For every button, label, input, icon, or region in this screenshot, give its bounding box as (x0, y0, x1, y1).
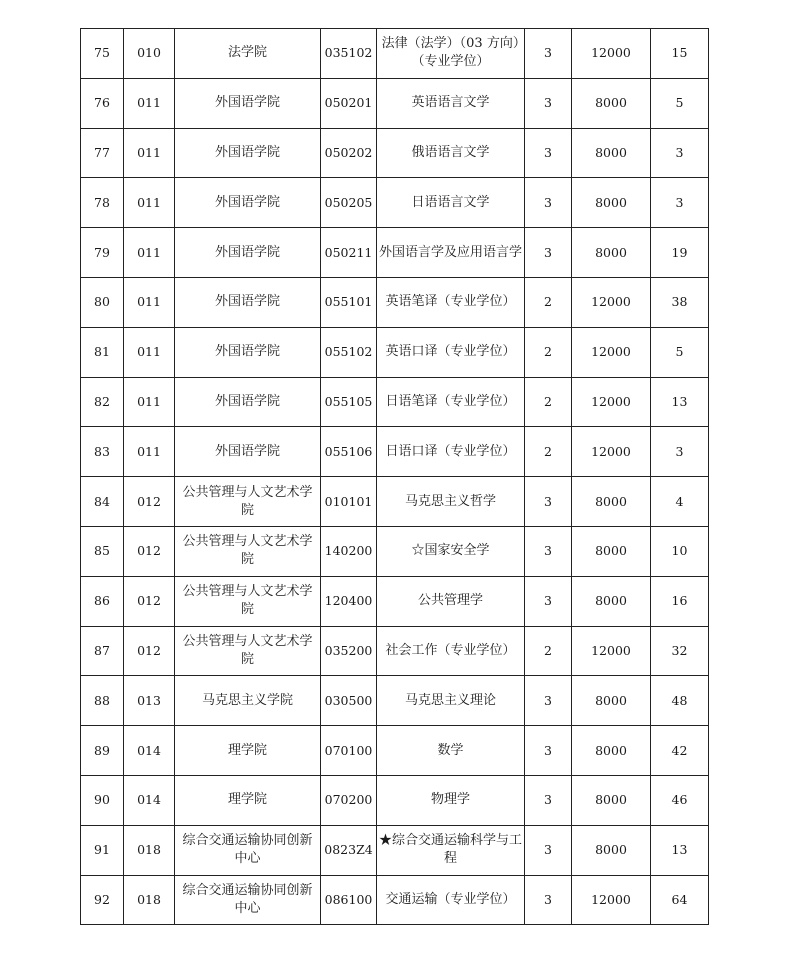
table-row (81, 327, 709, 377)
table-row (81, 377, 709, 427)
major-code-cell: 050211 (321, 228, 377, 278)
major-name-cell: 英语口译（专业学位） (377, 327, 525, 377)
row-number-cell: 80 (81, 277, 124, 327)
tuition-fee-cell: 8000 (572, 178, 651, 228)
department-name-cell: 综合交通运输协同创新中心 (175, 825, 321, 875)
department-code-cell: 011 (124, 377, 175, 427)
table-row (81, 726, 709, 776)
enrollment-quota-cell: 3 (651, 128, 709, 178)
row-number-cell: 89 (81, 726, 124, 776)
row-number-cell: 92 (81, 875, 124, 925)
major-code-cell: 050205 (321, 178, 377, 228)
study-years-cell: 2 (525, 327, 572, 377)
table-row (81, 875, 709, 925)
department-code-cell: 012 (124, 576, 175, 626)
department-code-cell: 014 (124, 726, 175, 776)
major-name-cell: 交通运输（专业学位） (377, 875, 525, 925)
table-body (81, 29, 709, 925)
table-row (81, 477, 709, 527)
major-name-cell: 数学 (377, 726, 525, 776)
row-number-cell: 83 (81, 427, 124, 477)
table-row (81, 228, 709, 278)
study-years-cell: 3 (525, 477, 572, 527)
department-name-cell: 理学院 (175, 775, 321, 825)
major-code-cell: 055105 (321, 377, 377, 427)
major-code-cell: 086100 (321, 875, 377, 925)
major-name-cell: 公共管理学 (377, 576, 525, 626)
row-number-cell: 85 (81, 526, 124, 576)
department-code-cell: 018 (124, 875, 175, 925)
table-row (81, 676, 709, 726)
tuition-fee-cell: 12000 (572, 377, 651, 427)
study-years-cell: 3 (525, 875, 572, 925)
study-years-cell: 3 (525, 825, 572, 875)
major-name-cell: 马克思主义哲学 (377, 477, 525, 527)
major-code-cell: 035102 (321, 29, 377, 79)
tuition-fee-cell: 12000 (572, 277, 651, 327)
table-row (81, 825, 709, 875)
row-number-cell: 82 (81, 377, 124, 427)
enrollment-quota-cell: 38 (651, 277, 709, 327)
major-name-cell: 日语笔译（专业学位） (377, 377, 525, 427)
table-row (81, 128, 709, 178)
major-code-cell: 010101 (321, 477, 377, 527)
department-code-cell: 011 (124, 228, 175, 278)
row-number-cell: 91 (81, 825, 124, 875)
major-name-cell: ☆国家安全学 (377, 526, 525, 576)
department-code-cell: 012 (124, 526, 175, 576)
tuition-fee-cell: 12000 (572, 29, 651, 79)
enrollment-quota-cell: 48 (651, 676, 709, 726)
enrollment-quota-cell: 46 (651, 775, 709, 825)
tuition-fee-cell: 8000 (572, 228, 651, 278)
major-code-cell: 055106 (321, 427, 377, 477)
department-code-cell: 014 (124, 775, 175, 825)
tuition-fee-cell: 12000 (572, 875, 651, 925)
study-years-cell: 3 (525, 576, 572, 626)
department-code-cell: 011 (124, 277, 175, 327)
major-name-cell: 物理学 (377, 775, 525, 825)
department-code-cell: 011 (124, 178, 175, 228)
department-name-cell: 外国语学院 (175, 327, 321, 377)
enrollment-quota-cell: 16 (651, 576, 709, 626)
major-name-cell: 英语语言文学 (377, 78, 525, 128)
department-name-cell: 外国语学院 (175, 277, 321, 327)
table-row (81, 526, 709, 576)
enrollment-quota-cell: 64 (651, 875, 709, 925)
study-years-cell: 3 (525, 128, 572, 178)
enrollment-quota-cell: 15 (651, 29, 709, 79)
study-years-cell: 2 (525, 626, 572, 676)
row-number-cell: 90 (81, 775, 124, 825)
row-number-cell: 77 (81, 128, 124, 178)
tuition-fee-cell: 8000 (572, 477, 651, 527)
enrollment-quota-cell: 5 (651, 327, 709, 377)
study-years-cell: 2 (525, 377, 572, 427)
tuition-fee-cell: 12000 (572, 626, 651, 676)
department-name-cell: 外国语学院 (175, 228, 321, 278)
major-name-cell: 日语口译（专业学位） (377, 427, 525, 477)
row-number-cell: 84 (81, 477, 124, 527)
admissions-table (80, 28, 709, 925)
study-years-cell: 3 (525, 228, 572, 278)
major-name-cell: 英语笔译（专业学位） (377, 277, 525, 327)
enrollment-quota-cell: 5 (651, 78, 709, 128)
row-number-cell: 75 (81, 29, 124, 79)
study-years-cell: 2 (525, 427, 572, 477)
study-years-cell: 3 (525, 29, 572, 79)
department-code-cell: 012 (124, 626, 175, 676)
row-number-cell: 88 (81, 676, 124, 726)
table-row (81, 29, 709, 79)
major-code-cell: 050202 (321, 128, 377, 178)
department-code-cell: 011 (124, 78, 175, 128)
major-code-cell: 070100 (321, 726, 377, 776)
enrollment-quota-cell: 32 (651, 626, 709, 676)
tuition-fee-cell: 8000 (572, 78, 651, 128)
department-code-cell: 018 (124, 825, 175, 875)
tuition-fee-cell: 12000 (572, 427, 651, 477)
table-row (81, 626, 709, 676)
tuition-fee-cell: 8000 (572, 676, 651, 726)
department-name-cell: 外国语学院 (175, 178, 321, 228)
department-code-cell: 011 (124, 128, 175, 178)
major-code-cell: 030500 (321, 676, 377, 726)
major-code-cell: 050201 (321, 78, 377, 128)
enrollment-quota-cell: 13 (651, 825, 709, 875)
department-name-cell: 公共管理与人文艺术学院 (175, 576, 321, 626)
row-number-cell: 86 (81, 576, 124, 626)
tuition-fee-cell: 8000 (572, 825, 651, 875)
row-number-cell: 81 (81, 327, 124, 377)
enrollment-quota-cell: 4 (651, 477, 709, 527)
table-row (81, 178, 709, 228)
department-name-cell: 外国语学院 (175, 377, 321, 427)
department-code-cell: 011 (124, 327, 175, 377)
row-number-cell: 87 (81, 626, 124, 676)
tuition-fee-cell: 12000 (572, 327, 651, 377)
enrollment-quota-cell: 10 (651, 526, 709, 576)
department-name-cell: 理学院 (175, 726, 321, 776)
department-name-cell: 法学院 (175, 29, 321, 79)
study-years-cell: 3 (525, 78, 572, 128)
enrollment-quota-cell: 19 (651, 228, 709, 278)
department-name-cell: 马克思主义学院 (175, 676, 321, 726)
major-code-cell: 055102 (321, 327, 377, 377)
department-name-cell: 公共管理与人文艺术学院 (175, 626, 321, 676)
major-code-cell: 140200 (321, 526, 377, 576)
table-row (81, 427, 709, 477)
row-number-cell: 76 (81, 78, 124, 128)
department-name-cell: 综合交通运输协同创新中心 (175, 875, 321, 925)
department-code-cell: 010 (124, 29, 175, 79)
department-code-cell: 011 (124, 427, 175, 477)
enrollment-quota-cell: 13 (651, 377, 709, 427)
study-years-cell: 3 (525, 726, 572, 776)
study-years-cell: 3 (525, 775, 572, 825)
major-code-cell: 055101 (321, 277, 377, 327)
department-code-cell: 013 (124, 676, 175, 726)
major-name-cell: 社会工作（专业学位） (377, 626, 525, 676)
major-name-cell: 外国语言学及应用语言学 (377, 228, 525, 278)
department-name-cell: 公共管理与人文艺术学院 (175, 477, 321, 527)
enrollment-quota-cell: 42 (651, 726, 709, 776)
study-years-cell: 3 (525, 178, 572, 228)
table-row (81, 277, 709, 327)
department-name-cell: 外国语学院 (175, 427, 321, 477)
tuition-fee-cell: 8000 (572, 526, 651, 576)
major-code-cell: 120400 (321, 576, 377, 626)
row-number-cell: 79 (81, 228, 124, 278)
study-years-cell: 2 (525, 277, 572, 327)
tuition-fee-cell: 8000 (572, 775, 651, 825)
tuition-fee-cell: 8000 (572, 576, 651, 626)
department-name-cell: 外国语学院 (175, 128, 321, 178)
study-years-cell: 3 (525, 676, 572, 726)
major-code-cell: 0823Z4 (321, 825, 377, 875)
major-name-cell: 马克思主义理论 (377, 676, 525, 726)
major-code-cell: 070200 (321, 775, 377, 825)
major-name-cell: 俄语语言文学 (377, 128, 525, 178)
department-code-cell: 012 (124, 477, 175, 527)
department-name-cell: 公共管理与人文艺术学院 (175, 526, 321, 576)
table-row (81, 775, 709, 825)
major-name-cell: 法律（法学）（03 方向）（专业学位） (377, 29, 525, 79)
enrollment-quota-cell: 3 (651, 178, 709, 228)
major-name-cell: ★综合交通运输科学与工程 (377, 825, 525, 875)
row-number-cell: 78 (81, 178, 124, 228)
table-row (81, 78, 709, 128)
department-name-cell: 外国语学院 (175, 78, 321, 128)
major-name-cell: 日语语言文学 (377, 178, 525, 228)
table-row (81, 576, 709, 626)
study-years-cell: 3 (525, 526, 572, 576)
tuition-fee-cell: 8000 (572, 128, 651, 178)
major-code-cell: 035200 (321, 626, 377, 676)
enrollment-quota-cell: 3 (651, 427, 709, 477)
tuition-fee-cell: 8000 (572, 726, 651, 776)
